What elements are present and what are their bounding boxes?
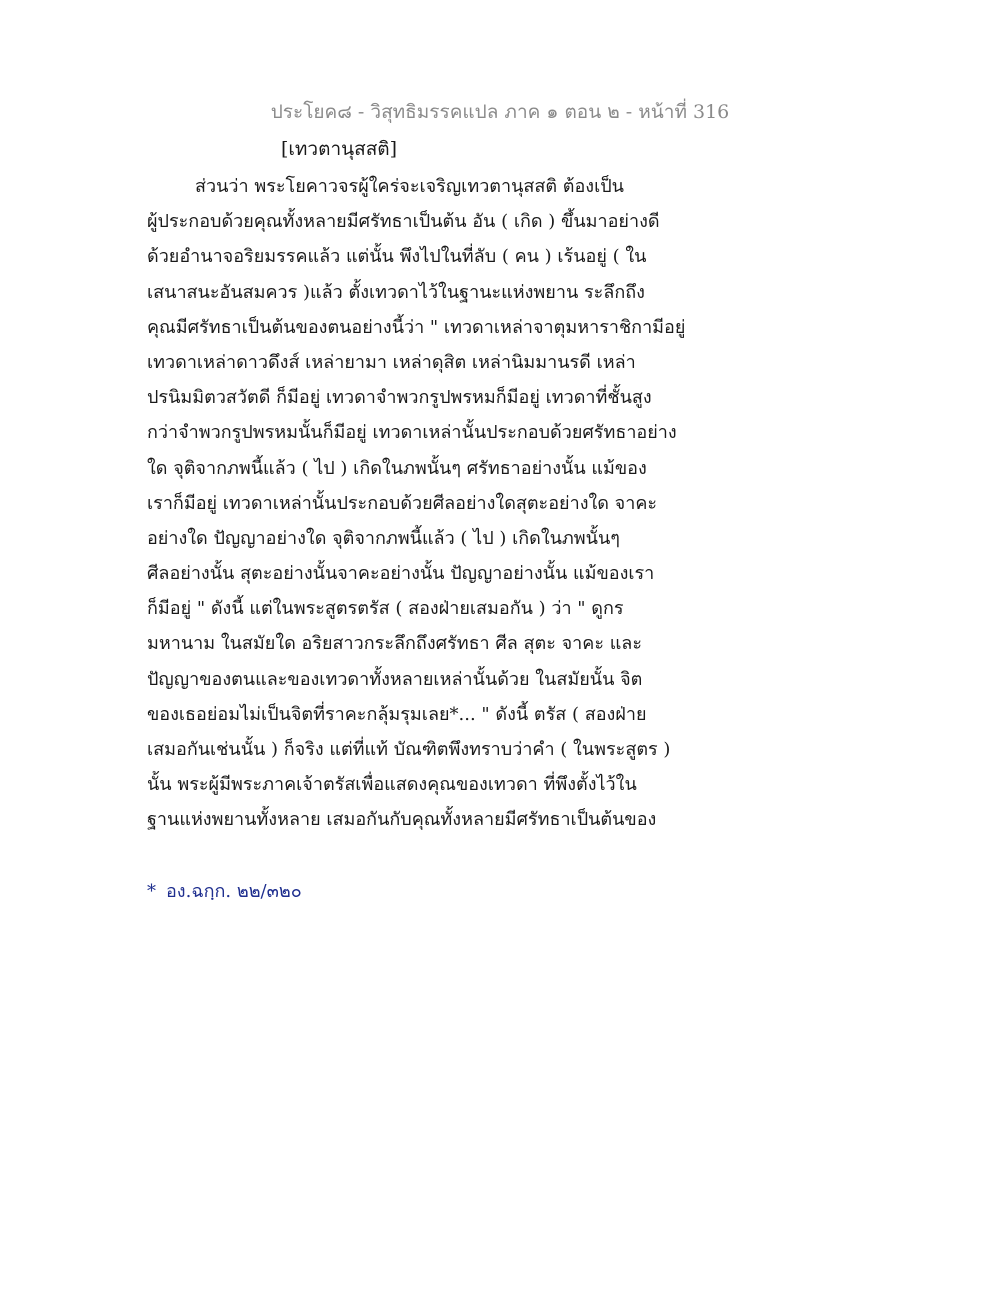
body-line: ใด จุติจากภพนี้แล้ว ( ไป ) เกิดในภพนั้นๆ ศรัทธาอย่างนั้น แม้ของ xyxy=(147,457,647,479)
footnote xyxy=(147,876,302,905)
body-line: อย่างใด ปัญญาอย่างใด จุติจากภพนี้แล้ว ( ไป ) เกิดในภพนั้นๆ xyxy=(147,527,620,549)
body-line: ปัญญาของตนและของเทวดาทั้งหลายเหล่านั้นด้วย ในสมัยนั้น จิต xyxy=(147,668,643,690)
body-line: ส่วนว่า พระโยคาวจรผู้ใคร่จะเจริญเทวตานุสสติ ต้องเป็น xyxy=(195,176,624,197)
body-line: ก็มีอยู่ " ดังนี้ แต่ในพระสูตรตรัส ( สองฝ่ายเสมอกัน ) ว่า " ดูกร xyxy=(147,598,624,620)
body-line: ศีลอย่างนั้น สุตะอย่างนั้นจาคะอย่างนั้น ปัญญาอย่างนั้น แม้ของเรา xyxy=(147,563,655,585)
footnote-reference: อง.ฉกฺก. ๒๒/๓๒๐ xyxy=(166,881,302,902)
body-line: ปรนิมมิตวสวัตดี ก็มีอยู่ เทวดาจำพวกรูปพรหมก็มีอยู่ เทวดาที่ชั้นสูง xyxy=(147,387,652,409)
section-heading: [เทวตานุสสติ] xyxy=(281,138,398,160)
body-line: เทวดาเหล่าดาวดึงส์ เหล่ายามา เหล่าดุสิต เหล่านิมมานรดี เหล่า xyxy=(147,351,636,373)
body-line: นั้น พระผู้มีพระภาคเจ้าตรัสเพื่อแสดงคุณของเทวดา ที่พึงตั้งไว้ใน xyxy=(147,774,637,796)
footnote-marker: * xyxy=(147,881,156,902)
body-line: กว่าจำพวกรูปพรหมนั้นก็มีอยู่ เทวดาเหล่านั้นประกอบด้วยศรัทธาอย่าง xyxy=(147,422,677,444)
body-line: มหานาม ในสมัยใด อริยสาวกระลึกถึงศรัทธา ศีล สุตะ จาคะ และ xyxy=(147,633,643,655)
body-line: เสมอกันเช่นนั้น ) ก็จริง แต่ที่แท้ บัณฑิตพึงทราบว่าคำ ( ในพระสูตร ) xyxy=(147,739,671,760)
body-line: เสนาสนะอันสมควร )แล้ว ตั้งเทวดาไว้ในฐานะแห่งพยาน ระลึกถึง xyxy=(147,281,645,303)
body-line: ฐานแห่งพยานทั้งหลาย เสมอกันกับคุณทั้งหลายมีศรัทธาเป็นต้นของ xyxy=(147,809,657,831)
running-header: ประโยค๘ - วิสุทธิมรรคแปล ภาค ๑ ตอน ๒ - หน้าที่ 316 xyxy=(270,101,730,123)
body-line: ด้วยอำนาจอริยมรรคแล้ว แต่นั้น พึงไปในที่ลับ ( คน ) เร้นอยู่ ( ใน xyxy=(147,246,647,268)
body-line: ผู้ประกอบด้วยคุณทั้งหลายมีศรัทธาเป็นต้น อัน ( เกิด ) ขึ้นมาอย่างดี xyxy=(147,211,660,233)
body-text xyxy=(147,169,686,838)
body-line: เราก็มีอยู่ เทวดาเหล่านั้นประกอบด้วยศีลอย่างใดสุตะอย่างใด จาคะ xyxy=(147,492,658,514)
body-line: คุณมีศรัทธาเป็นต้นของตนอย่างนี้ว่า " เทวดาเหล่าจาตุมหาราชิกามีอยู่ xyxy=(147,316,686,338)
body-line: ของเธอย่อมไม่เป็นจิตที่ราคะกลุ้มรุมเลย*... " ดังนี้ ตรัส ( สองฝ่าย xyxy=(147,703,647,725)
